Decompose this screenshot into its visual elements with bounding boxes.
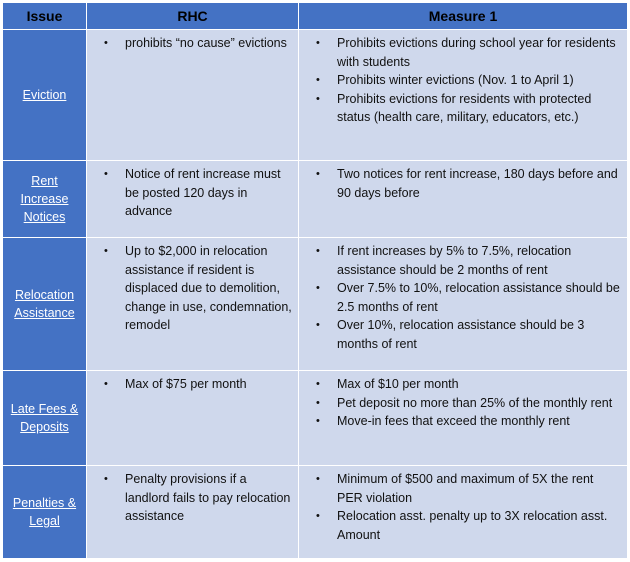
list-item-text: Penalty provisions if a landlord fails to pay relocation assistance <box>125 472 291 524</box>
issue-link-eviction[interactable]: Eviction <box>22 88 67 102</box>
list-item-text: Over 7.5% to 10%, relocation assistance should be 2.5 months of rent <box>337 281 620 314</box>
list-item <box>299 394 627 413</box>
list-item <box>299 470 627 507</box>
bullet-icon: • <box>104 245 108 257</box>
measure-cell <box>299 371 628 466</box>
rhc-cell <box>87 371 299 466</box>
rhc-bullet-list <box>87 34 298 53</box>
header-measure-1: Measure 1 <box>299 3 628 30</box>
table-row-late-fees-deposits <box>3 371 628 466</box>
bullet-icon: • <box>316 245 320 257</box>
rhc-bullet-list <box>87 375 298 394</box>
issue-link-penalties-legal[interactable]: Penalties & Legal <box>12 496 77 528</box>
bullet-icon: • <box>316 396 320 409</box>
list-item-text: Prohibits winter evictions (Nov. 1 to April 1) <box>337 73 574 88</box>
list-item-text: Prohibits evictions for residents with protected status (health care, military, educators, etc.) <box>337 91 592 125</box>
list-item <box>299 71 627 90</box>
bullet-icon: • <box>316 378 320 390</box>
bullet-icon: • <box>316 92 320 105</box>
list-item-text: prohibits “no cause” evictions <box>125 36 287 50</box>
list-item-text: Max of $75 per month <box>125 377 247 391</box>
list-item-text: Two notices for rent increase, 180 days before and 90 days before <box>337 167 618 200</box>
measure-cell <box>299 30 628 161</box>
bullet-icon: • <box>316 282 320 295</box>
list-item <box>299 34 627 71</box>
bullet-icon: • <box>316 37 320 49</box>
list-item-text: Notice of rent increase must be posted 120 days in advance <box>125 167 281 219</box>
list-item-text: Max of $10 per month <box>337 377 459 391</box>
list-item <box>299 507 627 544</box>
bullet-icon: • <box>104 37 108 49</box>
list-item-text: Move-in fees that exceed the monthly rent <box>337 414 570 429</box>
list-item <box>87 165 298 221</box>
measure-cell <box>299 161 628 238</box>
list-item <box>299 242 627 279</box>
list-item <box>299 90 627 127</box>
bullet-icon: • <box>316 168 320 180</box>
issue-cell <box>3 371 87 466</box>
bullet-icon: • <box>104 473 108 485</box>
header-issue: Issue <box>3 3 87 30</box>
list-item-text: Up to $2,000 in relocation assistance if resident is displaced due to demolition, change in use, condemnation, remodel <box>125 244 292 333</box>
measure-bullet-list <box>299 165 627 202</box>
list-item <box>87 242 298 335</box>
table-row-rent-increase-notices <box>3 161 628 238</box>
list-item <box>299 279 627 316</box>
list-item-text: Over 10%, relocation assistance should be 3 months of rent <box>337 318 585 351</box>
issue-cell <box>3 30 87 161</box>
issue-link-late-fees-deposits[interactable]: Late Fees & Deposits <box>10 402 79 434</box>
issue-link-relocation-assistance[interactable]: Relocation Assistance <box>14 288 75 320</box>
rhc-cell <box>87 466 299 559</box>
measure-bullet-list <box>299 375 627 431</box>
list-item <box>87 375 298 394</box>
bullet-icon: • <box>104 168 108 180</box>
rhc-cell <box>87 161 299 238</box>
list-item <box>87 470 298 526</box>
measure-cell <box>299 466 628 559</box>
rhc-bullet-list <box>87 470 298 526</box>
header-rhc: RHC <box>87 3 299 30</box>
table-row-eviction <box>3 30 628 161</box>
issue-cell <box>3 238 87 371</box>
bullet-icon: • <box>316 473 320 485</box>
rhc-cell <box>87 30 299 161</box>
measure-cell <box>299 238 628 371</box>
list-item <box>87 34 298 53</box>
bullet-icon: • <box>316 510 320 523</box>
bullet-icon: • <box>104 378 108 390</box>
comparison-table <box>2 2 628 559</box>
comparison-table-wrapper <box>2 2 627 559</box>
list-item <box>299 375 627 394</box>
rhc-bullet-list <box>87 242 298 335</box>
bullet-icon: • <box>316 74 320 87</box>
issue-cell <box>3 466 87 559</box>
list-item-text: Relocation asst. penalty up to 3X relocation asst. Amount <box>337 509 608 542</box>
measure-bullet-list <box>299 242 627 354</box>
list-item <box>299 165 627 202</box>
bullet-icon: • <box>316 415 320 428</box>
issue-cell <box>3 161 87 238</box>
list-item-text: Minimum of $500 and maximum of 5X the rent PER violation <box>337 472 594 505</box>
table-row-relocation-assistance <box>3 238 628 371</box>
table-row-penalties-legal <box>3 466 628 559</box>
rhc-bullet-list <box>87 165 298 221</box>
bullet-icon: • <box>316 319 320 332</box>
list-item-text: If rent increases by 5% to 7.5%, relocation assistance should be 2 months of rent <box>337 244 572 277</box>
list-item <box>299 412 627 431</box>
header-row <box>3 3 628 30</box>
measure-bullet-list <box>299 34 627 127</box>
list-item-text: Pet deposit no more than 25% of the monthly rent <box>337 395 613 410</box>
list-item <box>299 316 627 353</box>
list-item-text: Prohibits evictions during school year for residents with students <box>337 36 616 69</box>
issue-link-rent-increase-notices[interactable]: Rent Increase Notices <box>20 174 69 224</box>
measure-bullet-list <box>299 470 627 544</box>
rhc-cell <box>87 238 299 371</box>
